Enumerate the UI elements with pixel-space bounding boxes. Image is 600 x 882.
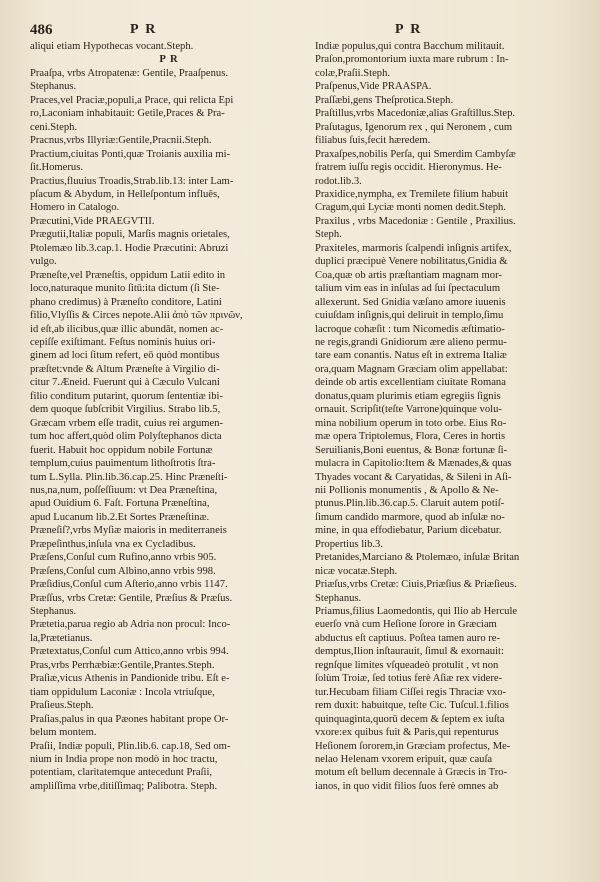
right-running-head: P R xyxy=(395,22,423,37)
text-line: nium in India prope non modò in hoc tractu, xyxy=(30,754,218,766)
text-line: Homero in Catalogo. xyxy=(30,202,120,214)
text-line: potentiam, claritatemque antecedunt Praſii, xyxy=(30,767,213,779)
text-line: quinquaginta,quorū decem & ſeptem ex iuſta xyxy=(315,713,505,725)
text-line: Prægutii,Italiæ populi, Marſis magnis orietales, xyxy=(30,229,230,241)
text-line: nicæ vocatæ.Steph. xyxy=(315,565,398,577)
text-line: ampliſſima vrbe,ditiſſimaq; Palibotra. Steph. xyxy=(30,780,218,792)
text-line: Propertius lib.3. xyxy=(315,538,383,550)
text-line: Prætextatus,Conſul cum Attico,anno vrbis 994. xyxy=(30,646,229,658)
text-line: nelao Helenam vxorem eripuit, quæ cauſa xyxy=(315,754,493,766)
text-line: tur.Hecubam filiam Ciſſei regis Thraciæ vxo- xyxy=(315,686,507,698)
text-line: Praſii, Indiæ populi, Plin.lib.6. cap.18, Sed om- xyxy=(30,740,231,752)
text-line: vxore:ex quibus fuit & Paris,qui repenturus xyxy=(315,727,499,739)
text-line: phano credimus) à Præneſto conditore, Latini xyxy=(30,296,222,308)
text-line: ſit.Homerus. xyxy=(30,162,83,174)
text-line: apud Lucanum lib.2.Et Sortes Præneſtinæ. xyxy=(30,511,210,523)
text-line: Præpeſinthus,inſula vna ex Cycladibus. xyxy=(30,538,196,550)
text-line: Praſpenus,Vide PRAASPA. xyxy=(315,81,432,93)
text-line: Steph. xyxy=(315,229,342,241)
text-line: mulacra in Capitolio:Item & Mænades,& quas xyxy=(315,458,512,470)
text-line: Praaſpa, vrbs Atropatenæ: Gentile, Praaſpenus. xyxy=(30,67,228,79)
text-line: fratrem iuſſu regis occidit. Hieronymus. He- xyxy=(315,162,502,174)
text-line: lacroque cohæſit : tum Nicomedis æſtimatio- xyxy=(315,323,505,335)
text-line: apud Ouidium 6. Faſt. Fortuna Præneſtina, xyxy=(30,498,210,510)
text-line: ora,quam Magnam Græciam olim appellabat: xyxy=(315,363,508,375)
text-line: colæ,Praſii.Steph. xyxy=(315,67,391,79)
text-line: dem quoque ſubſcribit Virgilius. Strabo lib.5, xyxy=(30,404,221,416)
text-line: rodot.lib.3. xyxy=(315,175,362,187)
text-line: templum,cuius pauimentum lithoſtrotis ſtra- xyxy=(30,458,216,470)
right-text-column xyxy=(315,40,587,793)
text-line: aliqui etiam Hypothecas vocant.Steph. xyxy=(30,41,194,52)
text-line: Stephanus. xyxy=(315,592,362,604)
text-line: Pras,vrbs Perrhæbiæ:Gentile,Prantes.Steph. xyxy=(30,659,215,671)
text-line: Praſieus.Steph. xyxy=(30,700,94,712)
text-line: filio,Vlyſſis & Circes nepote.Alii ἀπὸ τῶν πρινῶν, xyxy=(30,310,243,322)
text-line: Cragum,qui Lyciæ monti nomen dedit.Steph. xyxy=(315,202,506,214)
text-line: Heſionem ſororem,in Græciam profectus, Me- xyxy=(315,740,511,752)
text-line: tiam oppidulum Laconiæ : Incola vtriuſque, xyxy=(30,686,215,698)
text-line: citur 7.Æneid. Fuerunt qui à Cæculo Vulcani xyxy=(30,377,220,389)
text-line: tum L.Sylla. Plin.lib.36.cap.25. Hinc Præneſti- xyxy=(30,471,228,483)
text-line: filiabus ſuis,fecit hæredem. xyxy=(315,135,431,147)
text-line: Coa,quæ ob artis præſtantiam magnam mor- xyxy=(315,269,502,281)
text-line: Pretanides,Marciano & Ptolemæo, inſulæ Britan xyxy=(315,552,520,564)
text-line: Stephanus. xyxy=(30,606,77,618)
text-line: ceni.Steph. xyxy=(30,121,78,133)
text-line: Praſon,promontorium iuxta mare rubrum : In- xyxy=(315,54,509,66)
text-line: tum hoc affert,quòd olim Polyſtephanos dicta xyxy=(30,431,222,443)
text-line: Præcutini,Vide PRAEGVTII. xyxy=(30,215,155,227)
text-line: Praxaſpes,nobilis Perſa, qui Smerdim Cambyſæ xyxy=(315,148,516,160)
text-line: pſacum & Abydum, in Helleſpontum influēs, xyxy=(30,188,220,200)
text-line: Præſſus, vrbs Cretæ: Gentile, Præſius & Præſus. xyxy=(30,592,233,604)
left-text-column xyxy=(30,40,308,793)
page-number: 486 xyxy=(30,22,53,38)
text-line: Pracnus,vrbs Illyriæ:Gentile,Pracnii.Steph. xyxy=(30,135,212,147)
text-line: talium vim eas in inſulas ad ſui ſpectaculum xyxy=(315,283,501,295)
text-line: ginem ad loci ſitum refert, eō quòd montibus xyxy=(30,350,220,362)
left-running-head: P R xyxy=(130,22,158,37)
text-line: donatus,quam plurimis etiam egregiis ſignis xyxy=(315,390,501,402)
text-line: cepiſſe exiſtimant. Feſtus nominis huius ori- xyxy=(30,336,216,348)
text-line: Græcam vrbem eſſe tradit, cuius rei argumen- xyxy=(30,417,224,429)
text-line: mæ opera Triptolemus, Flora, Ceres in hortis xyxy=(315,431,506,443)
text-line: filio conditum putarint, quorum ſententiæ ibi- xyxy=(30,390,224,402)
text-line: regnſque limites vſqueadeò protulit , vt non xyxy=(315,659,499,671)
text-line: cuiuſdam inſignis,qui deliruit in templo,ſimu xyxy=(315,310,504,322)
text-line: nus,na,num, poſſeſſiuum: vt Dea Præneſtina, xyxy=(30,484,218,496)
text-line: deinde ob artis excellentiam ciuitate Romana xyxy=(315,377,506,389)
text-line: ptunus.Plin.lib.36.cap.5. Claruit autem potiſ- xyxy=(315,498,505,510)
text-line: Præſens,Conſul cum Rufino,anno vrbis 905. xyxy=(30,552,217,564)
text-line: ro,Laconiam inhabitauit: Getile,Praces & Pra- xyxy=(30,108,225,120)
text-line: Stephanus. xyxy=(30,81,77,93)
text-line: fuerit. Habuit hoc oppidum nobile Fortunæ xyxy=(30,444,213,456)
text-line: Præneſte,vel Præneſtis, oppidum Latii edito in xyxy=(30,269,226,281)
text-line: duplici præcipuè Venere nobilitatus,Gnidia & xyxy=(315,256,508,268)
text-line: allexerunt. Sed Gnidia væſano amore iuuenis xyxy=(315,296,506,308)
text-line: Praxidice,nympha, ex Tremilete filium habuit xyxy=(315,188,509,200)
text-line: Priæſus,vrbs Cretæ: Ciuis,Priæſius & Priæſieus. xyxy=(315,579,517,591)
text-line: abductus eſt captiuus. Poſtea tamen auro re- xyxy=(315,632,501,644)
text-line: ornauit. Scripſit(teſte Varrone)quinque volu- xyxy=(315,404,502,416)
text-line: mine, in qua effodiebatur, Parium dicebatur. xyxy=(315,525,502,537)
text-line: demptus,Ilion inſtaurauit, ſimul & exornauit: xyxy=(315,646,504,658)
text-line: mina nobilium operum in toto orbe. Eius Ro- xyxy=(315,417,507,429)
text-line: P R xyxy=(159,54,179,66)
text-line: Practius,fluuius Troadis,Strab.lib.13: inter Lam- xyxy=(30,175,234,187)
text-line: ſimum candido marmore, quod ab inſulæ no- xyxy=(315,511,505,523)
text-line: Præneſiſ?,vrbs Myſiæ maioris in mediterraneis xyxy=(30,525,227,537)
text-line: Praſutagus, Igenorum rex , qui Neronem , cum xyxy=(315,121,513,133)
text-line: motum eſt bellum decennale à Græcis in Tro- xyxy=(315,767,508,779)
text-line: præſtet:vnde & Altum Præneſte à Virgilio di- xyxy=(30,363,220,375)
text-line: Praxiteles, marmoris ſcalpendi inſignis artifex, xyxy=(315,242,512,254)
text-line: Prætetia,parua regio ab Adria non procul: Inco- xyxy=(30,619,231,631)
text-line: nii Pollionis monumentis , & Apollo & Ne- xyxy=(315,484,499,496)
text-line: rem duxit: habuitque, teſte Cic. Tuſcul.1.filios xyxy=(315,700,509,712)
text-line: Praſſæbi,gens Theſprotica.Steph. xyxy=(315,94,454,106)
text-line: Practium,ciuitas Ponti,quæ Troianis auxilia mi- xyxy=(30,148,231,160)
text-line: Praces,vel Praciæ,populi,a Prace, qui relicta Epi xyxy=(30,94,234,106)
text-line: loco,naturaque munito ſitū:ita dictum (ſi Ste- xyxy=(30,283,220,295)
text-line: Praſtillus,vrbs Macedoniæ,alias Graſtillus.Step. xyxy=(315,108,516,120)
text-line: ſolùm Troiæ, ſed totius ferè Aſiæ rex videre- xyxy=(315,673,503,685)
text-line: vulgo. xyxy=(30,256,57,268)
text-line: ianos, in quo vidit filios ſuos ferè omnes ab xyxy=(315,780,499,792)
text-line: Priamus,filius Laomedontis, qui Ilio ab Hercule xyxy=(315,606,518,618)
text-line: Praxilus , vrbs Macedoniæ : Gentile , Praxilius. xyxy=(315,215,516,227)
text-line: ne regis,grandi Gnidiorum ære alieno permu- xyxy=(315,336,507,348)
text-line: id eſt,ab ilicibus,quæ illic abundāt, nomen ac- xyxy=(30,323,224,335)
text-line: Thyades vocant & Caryatidas, & Sileni in Aſi- xyxy=(315,471,512,483)
text-line: tare eam conantis. Natus eſt in extrema Italiæ xyxy=(315,350,507,362)
text-line: Praſiæ,vicus Athenis in Pandionide tribu. Eſt e- xyxy=(30,673,230,685)
text-line: Præſens,Conſul cum Albino,anno vrbis 998. xyxy=(30,565,216,577)
text-line: la,Prætetianus. xyxy=(30,632,93,644)
text-line: Praſias,palus in qua Pæones habitant prope Or- xyxy=(30,713,229,725)
text-line: belum montem. xyxy=(30,727,97,739)
text-line: euerſo vnà cum Heſione ſorore in Græciam xyxy=(315,619,497,631)
text-line: Præſidius,Conſul cum Aſterio,anno vrbis 1147. xyxy=(30,579,228,591)
text-line: Indiæ populus,qui contra Bacchum militauit. xyxy=(315,41,505,52)
text-line: Ptolemæo lib.3.cap.1. Hodie Præcutini: Abruzi xyxy=(30,242,229,254)
text-line: Seruilianis,Boni euentus, & Bonæ fortunæ ſi- xyxy=(315,444,508,456)
